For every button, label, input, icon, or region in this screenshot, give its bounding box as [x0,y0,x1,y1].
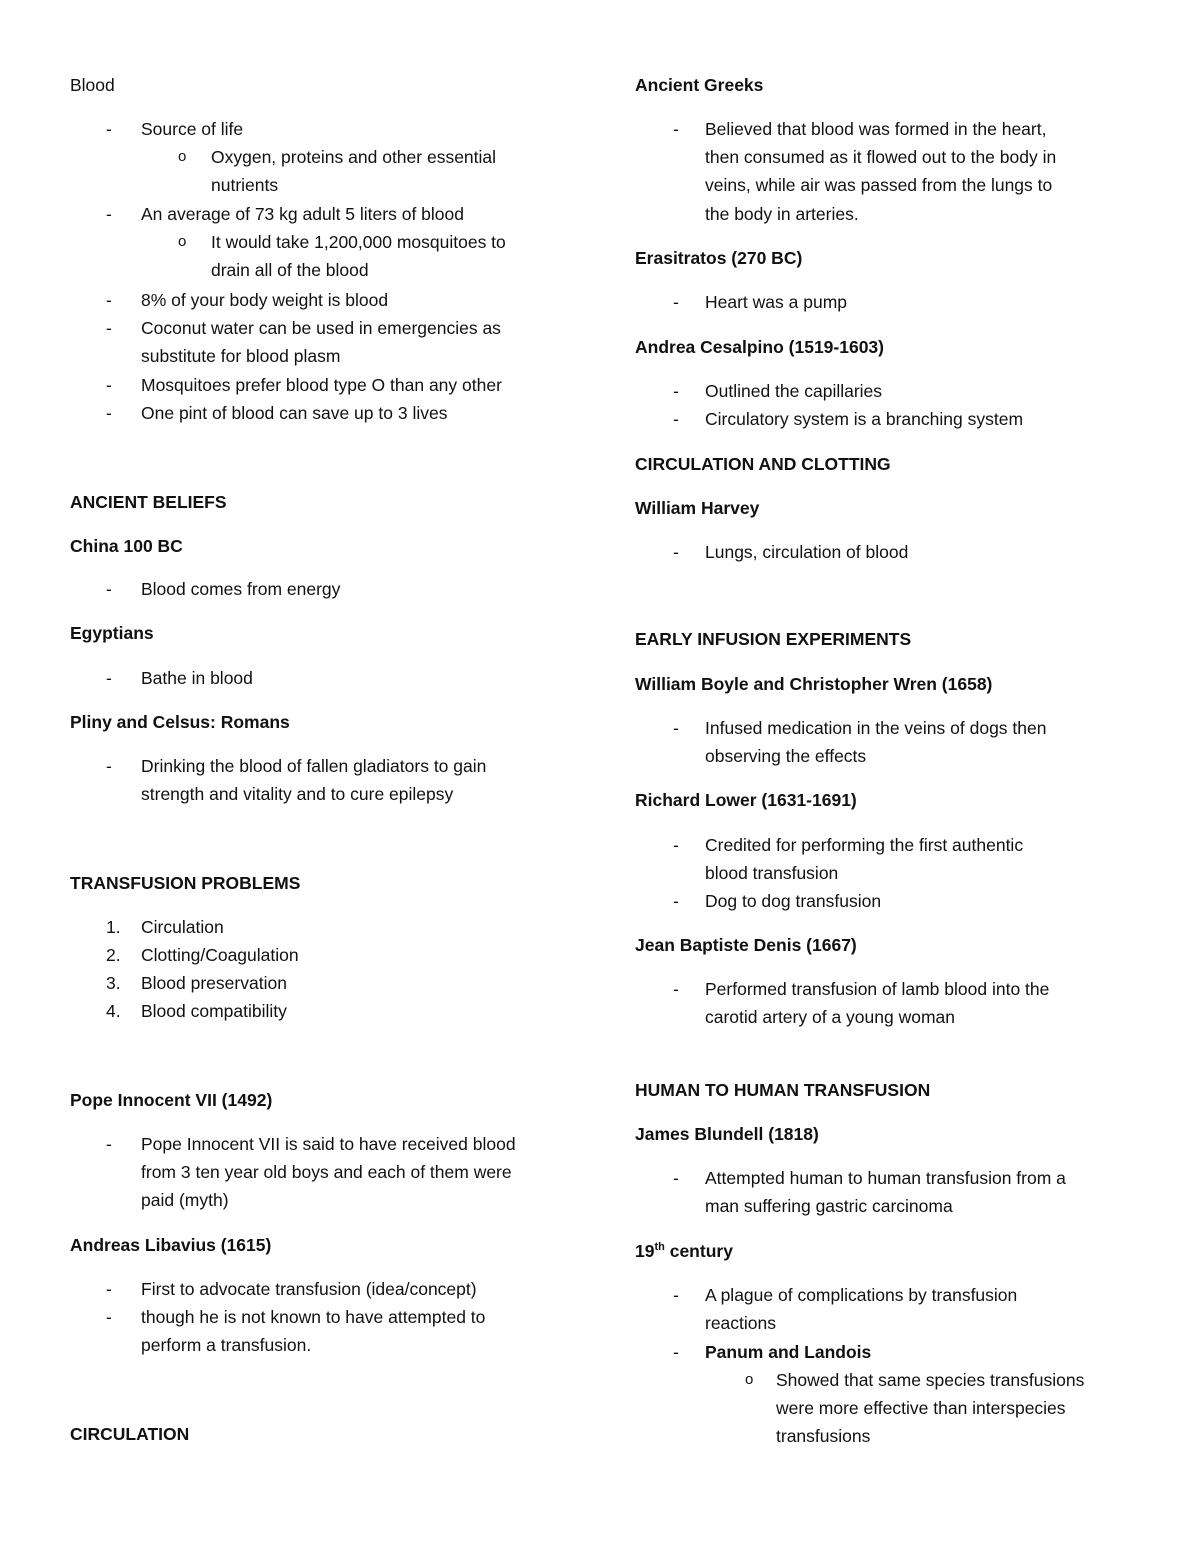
list-item-cont: perform a transfusion. [141,1335,312,1355]
list-item: Drinking the blood of fallen gladiators to gain [141,756,487,776]
dash-bullet: - [106,403,112,423]
subheading: James Blundell (1818) [635,1124,819,1144]
list-item-cont: from 3 ten year old boys and each of them were [141,1162,512,1182]
dash-bullet: - [673,1342,679,1362]
subheading: Jean Baptiste Denis (1667) [635,935,857,955]
sub-list-item: Showed that same species transfusions [776,1370,1085,1390]
circle-bullet: o [178,233,187,250]
numbered-marker: 2. [106,945,121,965]
list-item: Dog to dog transfusion [705,891,882,911]
list-item: One pint of blood can save up to 3 lives [141,403,448,423]
circle-bullet: o [745,1371,754,1388]
century-word: century [664,1241,733,1261]
list-item-cont: man suffering gastric carcinoma [705,1196,953,1216]
dash-bullet: - [106,375,112,395]
section-heading: ANCIENT BELIEFS [70,492,227,512]
list-item: Lungs, circulation of blood [705,542,909,562]
dash-bullet: - [106,204,112,224]
dash-bullet: - [106,668,112,688]
list-item: First to advocate transfusion (idea/concept) [141,1279,477,1299]
dash-bullet: - [106,756,112,776]
subheading: Erasitratos (270 BC) [635,248,803,268]
dash-bullet: - [673,718,679,738]
numbered-marker: 4. [106,1001,121,1021]
dash-bullet: - [106,1307,112,1327]
list-item-cont: blood transfusion [705,863,839,883]
list-item: Source of life [141,119,244,139]
list-item: An average of 73 kg adult 5 liters of blood [141,204,464,224]
list-item: Credited for performing the first authentic [705,835,1024,855]
subheading-century [635,1240,733,1262]
dash-bullet: - [673,1285,679,1305]
list-item: 8% of your body weight is blood [141,290,389,310]
list-item: Believed that blood was formed in the heart, [705,119,1047,139]
list-item: Infused medication in the veins of dogs then [705,718,1047,738]
list-item: Bathe in blood [141,668,253,688]
dash-bullet: - [673,979,679,999]
list-item: Attempted human to human transfusion from a [705,1168,1066,1188]
subheading: Andreas Libavius (1615) [70,1235,272,1255]
dash-bullet: - [673,542,679,562]
numbered-marker: 1. [106,917,121,937]
sub-list-item: Oxygen, proteins and other essential [211,147,497,167]
numbered-item: Clotting/Coagulation [141,945,299,965]
numbered-item: Blood preservation [141,973,287,993]
dash-bullet: - [106,318,112,338]
subheading: Ancient Greeks [635,75,764,95]
list-item: Blood comes from energy [141,579,341,599]
subheading: William Harvey [635,498,760,518]
list-item-bold: Panum and Landois [705,1342,872,1362]
list-item: Heart was a pump [705,292,848,312]
section-heading: TRANSFUSION PROBLEMS [70,873,301,893]
sub-list-item: It would take 1,200,000 mosquitoes to [211,232,506,252]
list-item: Mosquitoes prefer blood type O than any other [141,375,502,395]
list-item: Coconut water can be used in emergencies as [141,318,501,338]
dash-bullet: - [106,1134,112,1154]
section-heading: EARLY INFUSION EXPERIMENTS [635,629,912,649]
list-item-cont: then consumed as it flowed out to the body in [705,147,1057,167]
dash-bullet: - [673,119,679,139]
subheading: Andrea Cesalpino (1519-1603) [635,337,884,357]
dash-bullet: - [673,409,679,429]
section-heading: HUMAN TO HUMAN TRANSFUSION [635,1080,931,1100]
list-item: A plague of complications by transfusion [705,1285,1018,1305]
numbered-item: Blood compatibility [141,1001,287,1021]
list-item: though he is not known to have attempted to [141,1307,486,1327]
list-item: Outlined the capillaries [705,381,883,401]
blood-heading: Blood [70,75,115,95]
dash-bullet: - [106,579,112,599]
subheading: China 100 BC [70,536,183,556]
list-item-cont: observing the effects [705,746,867,766]
dash-bullet: - [673,292,679,312]
list-item: Circulatory system is a branching system [705,409,1024,429]
subheading: Pope Innocent VII (1492) [70,1090,273,1110]
numbered-marker: 3. [106,973,121,993]
section-heading: CIRCULATION [70,1424,190,1444]
dash-bullet: - [106,290,112,310]
list-item-cont: carotid artery of a young woman [705,1007,955,1027]
dash-bullet: - [106,119,112,139]
sub-list-item-cont: nutrients [211,175,279,195]
subheading: Pliny and Celsus: Romans [70,712,290,732]
dash-bullet: - [106,1279,112,1299]
dash-bullet: - [673,835,679,855]
list-item-cont: veins, while air was passed from the lungs to [705,175,1053,195]
dash-bullet: - [673,891,679,911]
list-item-cont: substitute for blood plasm [141,346,341,366]
subheading: Egyptians [70,623,154,643]
list-item: Performed transfusion of lamb blood into the [705,979,1050,999]
list-item-cont: the body in arteries. [705,204,859,224]
dash-bullet: - [673,381,679,401]
dash-bullet: - [673,1168,679,1188]
subheading: Richard Lower (1631-1691) [635,790,857,810]
list-item-cont: reactions [705,1313,777,1333]
sub-list-item-cont: were more effective than interspecies [776,1398,1066,1418]
century-number: 19 [635,1241,655,1261]
circle-bullet: o [178,148,187,165]
list-item-cont: strength and vitality and to cure epilepsy [141,784,454,804]
numbered-item: Circulation [141,917,224,937]
section-heading: CIRCULATION AND CLOTTING [635,454,891,474]
sub-list-item-cont: transfusions [776,1426,871,1446]
sub-list-item-cont: drain all of the blood [211,260,369,280]
century-superscript: th [654,1241,665,1254]
list-item-cont: paid (myth) [141,1190,229,1210]
list-item: Pope Innocent VII is said to have received blood [141,1134,516,1154]
subheading: William Boyle and Christopher Wren (1658) [635,674,993,694]
